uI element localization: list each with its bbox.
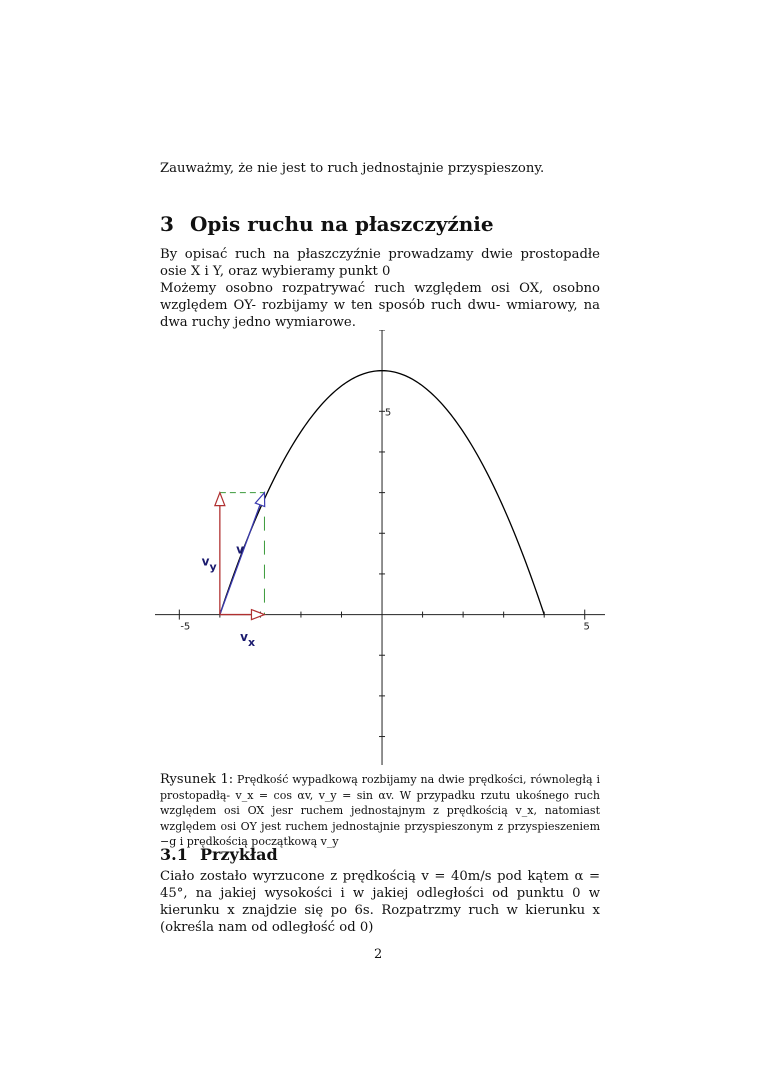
vector-v-label: v: [236, 542, 244, 557]
vector-vx-head: [251, 610, 264, 620]
x-tick-label-5: 5: [583, 621, 590, 633]
figure-caption-label: Rysunek 1:: [160, 772, 234, 787]
vector-vy-label-subscript: y: [209, 560, 217, 574]
y-tick-label-5: 5: [384, 407, 392, 419]
figure-caption: [160, 772, 600, 850]
subsection-paragraph: Ciało zostało wyrzucone z prędkością v = 40m/s pod kątem α = 45°, na jakiej wysokości i w jakiej odległości od punktu 0 w kierunku x znajdzie się po 6s. Rozpatrzmy ruch w kierunku x (określa nam od odległość od 0): [160, 869, 600, 935]
vector-v-shaft: [220, 505, 260, 615]
vector-vx-label: vx: [240, 629, 256, 649]
section-heading: [160, 212, 494, 236]
page-number: 2: [374, 947, 383, 962]
vector-v-head: [255, 493, 264, 507]
trajectory-figure: [155, 330, 605, 765]
intro-line: Zauważmy, że nie jest to ruch jednostajnie przyspieszony.: [160, 161, 545, 176]
subsection-heading: [160, 845, 278, 864]
vector-vy-label: vy: [201, 554, 217, 574]
subsection-title: Przykład: [200, 845, 278, 864]
vector-vx-label-subscript: x: [247, 635, 256, 649]
figure-caption-text: Prędkość wypadkową rozbijamy na dwie prędkości, równoległą i prostopadłą- v_x = cos αv, v_y = sin αv. W przypadku rzutu ukośnego ruch względem osi OX jesr ruchem jednostajnym z prędkością v_x, natomiast względem osi OY jest ruchem jednostajnie przyspieszonym z przyspieszeniem −g i prędkością początkową v_y: [160, 773, 601, 848]
section-title: Opis ruchu na płaszczyźnie: [190, 212, 494, 236]
section-paragraph-1: By opisać ruch na płaszczyźnie prowadzamy dwie prostopadłe osie X i Y, oraz wybieramy punkt 0: [160, 247, 600, 279]
subsection-number: 3.1: [160, 845, 188, 864]
section-number: 3: [160, 212, 174, 236]
section-paragraph-2: Możemy osobno rozpatrywać ruch względem osi OX, osobno względem OY- rozbijamy w ten sposób ruch dwu- wmiarowy, na dwa ruchy jedno wymiarowe.: [160, 281, 600, 330]
vector-vy-head: [215, 493, 225, 506]
x-tick-label-neg5: -5: [180, 621, 191, 633]
